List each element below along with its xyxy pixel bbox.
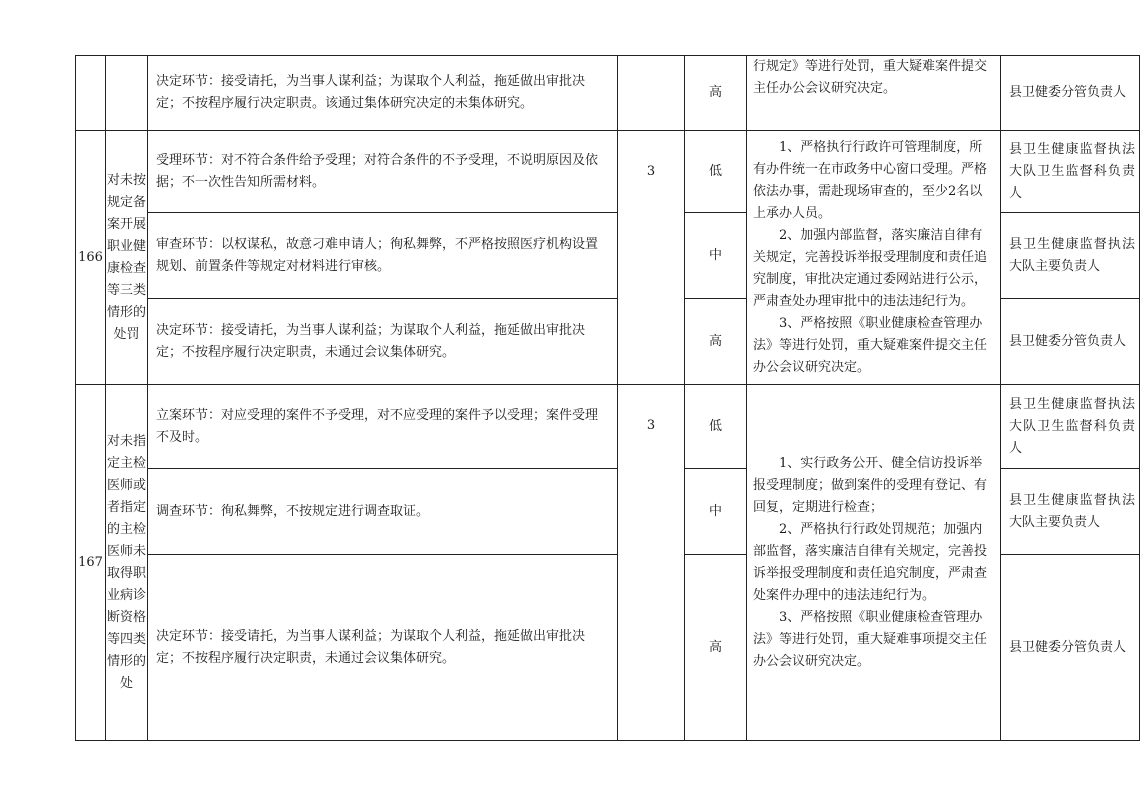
responsible-party: 县卫生健康监督执法大队卫生监督科负责人 xyxy=(1001,385,1140,469)
item-cell xyxy=(106,56,148,131)
responsible-party: 县卫健委分管负责人 xyxy=(1001,555,1140,741)
prevention-measures xyxy=(747,131,1001,385)
risk-description: 调查环节：徇私舞弊，不按规定进行调查取证。 xyxy=(148,469,618,555)
responsible-party: 县卫生健康监督执法大队主要负责人 xyxy=(1001,469,1140,555)
seq-cell xyxy=(76,56,106,131)
measure-item: 1、严格执行行政许可管理制度，所有办件统一在市政务中心窗口受理。严格依法办事，需赴现场审查的，至少2名以上承办人员。 xyxy=(753,139,988,221)
table-row xyxy=(76,385,1140,469)
responsible-party: 县卫健委分管负责人 xyxy=(1001,56,1140,131)
risk-description: 决定环节：接受请托，为当事人谋利益；为谋取个人利益，拖延做出审批决定；不按程序履行决定职责，未通过会议集体研究。 xyxy=(148,299,618,385)
prevention-measures xyxy=(747,56,1001,131)
score-cell xyxy=(618,56,685,131)
measure-item: 3、严格按照《职业健康检查管理办法》等进行处罚，重大疑难事项提交主任办公会议研究决定。 xyxy=(753,609,988,669)
measure-item: 2、加强内部监督，落实廉洁自律有关规定，完善投诉举报受理制度和责任追究制度，审批决定通过委网站进行公示，严肃查处办理审批中的违法违纪行为。 xyxy=(753,227,988,309)
responsible-party: 县卫健委分管负责人 xyxy=(1001,299,1140,385)
risk-level: 高 xyxy=(685,299,747,385)
risk-level: 低 xyxy=(685,131,747,213)
seq-cell: 166 xyxy=(76,131,106,385)
seq-cell: 167 xyxy=(76,385,106,741)
score-cell: 3 xyxy=(618,131,685,385)
responsible-party: 县卫生健康监督执法大队主要负责人 xyxy=(1001,213,1140,299)
measure-text: 行规定》等进行处罚，重大疑难案件提交主任办公会议研究决定。 xyxy=(753,59,988,96)
measure-item: 3、严格按照《职业健康检查管理办法》等进行处罚，重大疑难案件提交主任办公会议研究决定。 xyxy=(753,315,988,375)
risk-description: 受理环节：对不符合条件给予受理；对符合条件的不予受理，不说明原因及依据；不一次性告知所需材料。 xyxy=(148,131,618,213)
risk-description: 决定环节：接受请托，为当事人谋利益；为谋取个人利益，拖延做出审批决定；不按程序履行决定职责，未通过会议集体研究。 xyxy=(148,555,618,741)
risk-description: 决定环节：接受请托，为当事人谋利益；为谋取个人利益，拖延做出审批决定；不按程序履行决定职责。该通过集体研究决定的未集体研究。 xyxy=(148,56,618,131)
risk-level: 高 xyxy=(685,56,747,131)
risk-description: 立案环节：对应受理的案件不予受理，对不应受理的案件予以受理；案件受理不及时。 xyxy=(148,385,618,469)
item-cell: 对未指定主检医师或者指定的主检医师未取得职业病诊断资格等四类情形的处 xyxy=(106,385,148,741)
table-row xyxy=(76,131,1140,213)
risk-description: 审查环节：以权谋私，故意刁难申请人；徇私舞弊，不严格按照医疗机构设置规划、前置条件等规定对材料进行审核。 xyxy=(148,213,618,299)
score-cell: 3 xyxy=(618,385,685,741)
risk-level: 中 xyxy=(685,469,747,555)
item-cell: 对未按规定备案开展职业健康检查等三类情形的处罚 xyxy=(106,131,148,385)
risk-level: 高 xyxy=(685,555,747,741)
risk-level: 低 xyxy=(685,385,747,469)
measure-item: 1、实行政务公开、健全信访投诉举报受理制度；做到案件的受理有登记、有回复，定期进行检查； xyxy=(753,455,988,515)
table-row xyxy=(76,56,1140,131)
prevention-measures xyxy=(747,385,1001,741)
risk-level: 中 xyxy=(685,213,747,299)
measure-item: 2、严格执行行政处罚规范；加强内部监督，落实廉洁自律有关规定，完善投诉举报受理制度和责任追究制度，严肃查处案件办理中的违法违纪行为。 xyxy=(753,521,988,603)
responsible-party: 县卫生健康监督执法大队卫生监督科负责人 xyxy=(1001,131,1140,213)
risk-table xyxy=(75,55,1140,741)
